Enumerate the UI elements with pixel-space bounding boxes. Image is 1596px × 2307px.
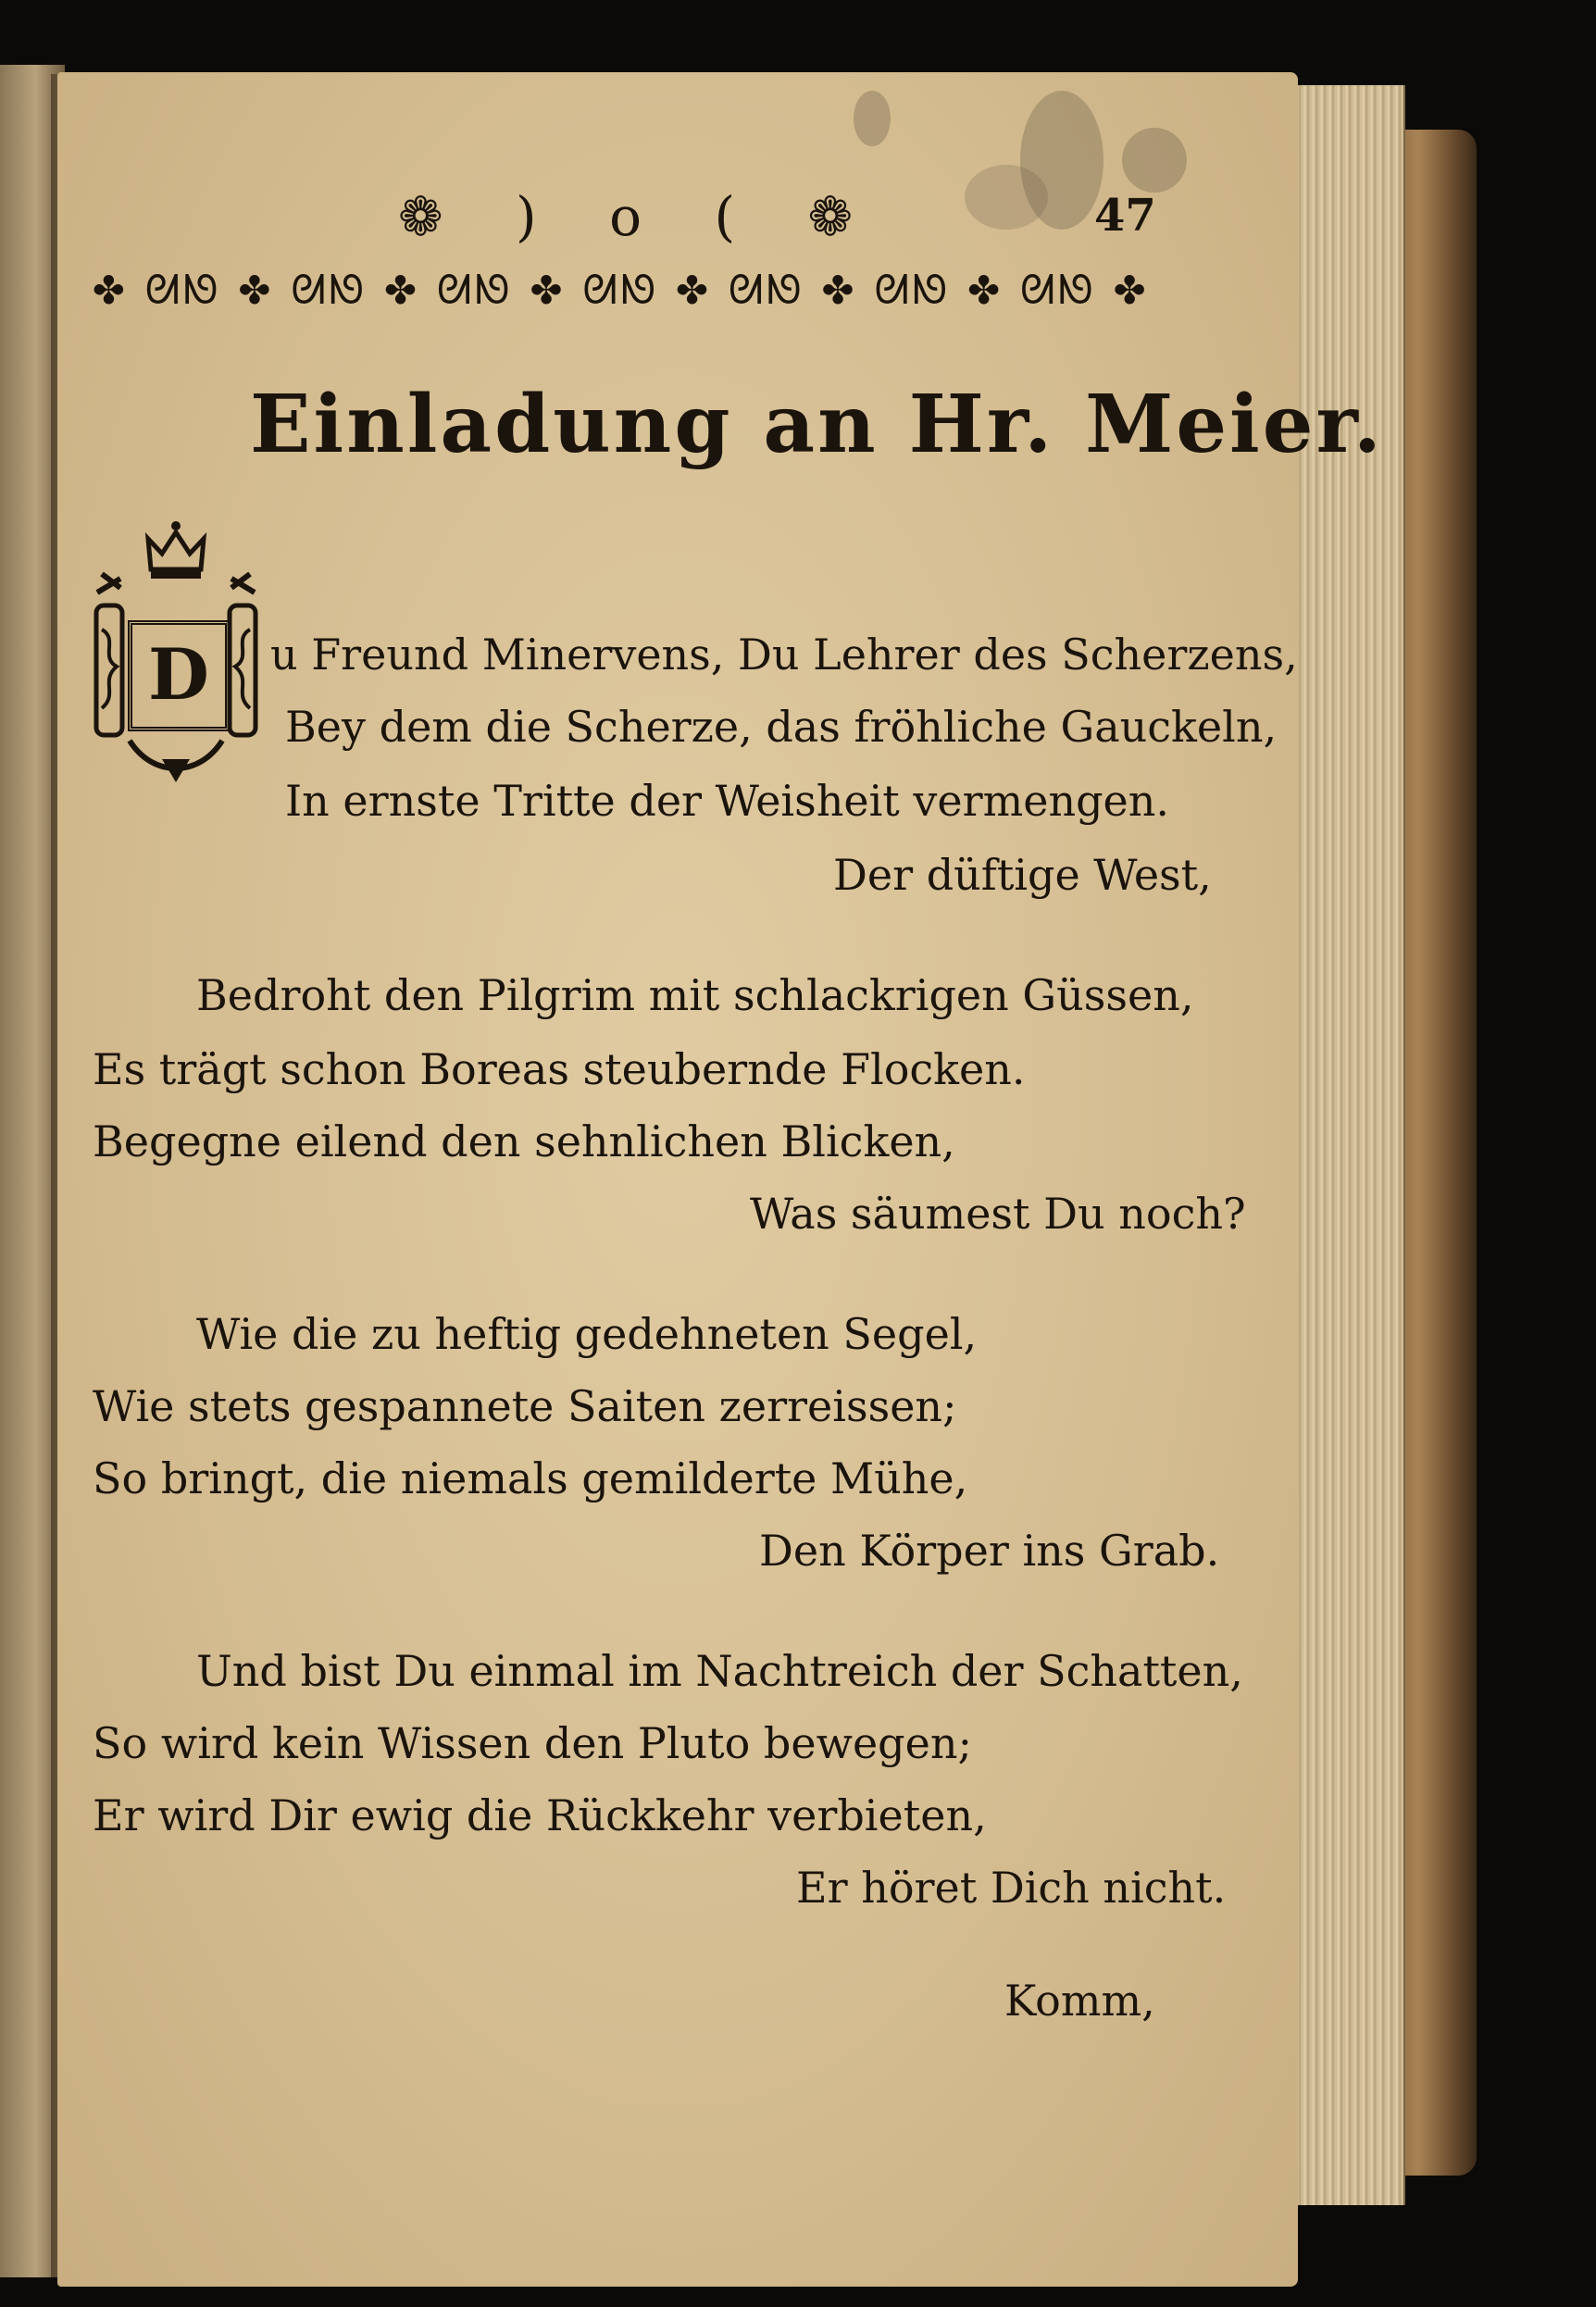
book-cover [1393,130,1477,2176]
poem-title: Einladung an Hr. Meier. [250,378,1384,471]
decorated-initial [93,500,259,796]
verse-line: Bey dem die Scherze, das fröhliche Gauckeln, [285,702,1278,752]
verse-line: Wie stets gespannete Saiten zerreissen; [93,1381,957,1431]
verse-line: Er höret Dich nicht. [796,1863,1227,1913]
verse-line: u Freund Minervens, Du Lehrer des Scherzens, [270,630,1298,680]
initial-letter: D [128,620,230,731]
verse-line: Begegne eilend den sehnlichen Blicken, [93,1116,955,1166]
initial-side-right-icon [226,602,259,741]
verse-line: Es trägt schon Boreas steubernde Flocken. [93,1044,1026,1094]
verse-line: So wird kein Wissen den Pluto bewegen; [93,1718,972,1768]
verse-line: Wie die zu heftig gedehneten Segel, [196,1309,978,1359]
catchword: Komm, [1004,1976,1155,2026]
verse-line: Und bist Du einmal im Nachtreich der Schatten, [196,1646,1243,1696]
header-ornament-row: ❁ ) o ( ❁ [398,185,881,248]
verse-line: In ernste Tritte der Weisheit vermengen. [285,776,1169,826]
verse-line: Er wird Dir ewig die Rückkehr verbieten, [93,1790,987,1840]
verse-line: Bedroht den Pilgrim mit schlackrigen Güssen, [196,970,1194,1020]
verse-line: So bringt, die niemals gemilderte Mühe, [93,1453,968,1503]
initial-side-left-icon [93,602,126,741]
page-number: 47 [1094,190,1156,242]
flourish-icon [125,731,227,787]
verse-line: Den Körper ins Grab. [759,1526,1220,1576]
verse-line: Was säumest Du noch? [750,1189,1246,1239]
verse-line: Der düftige West, [833,850,1212,900]
ornament-band: ✤ ᘛᘚ ✤ ᘛᘚ ✤ ᘛᘚ ✤ ᘛᘚ ✤ ᘛᘚ ✤ ᘛᘚ ✤ ᘛᘚ ✤ [93,267,1150,314]
